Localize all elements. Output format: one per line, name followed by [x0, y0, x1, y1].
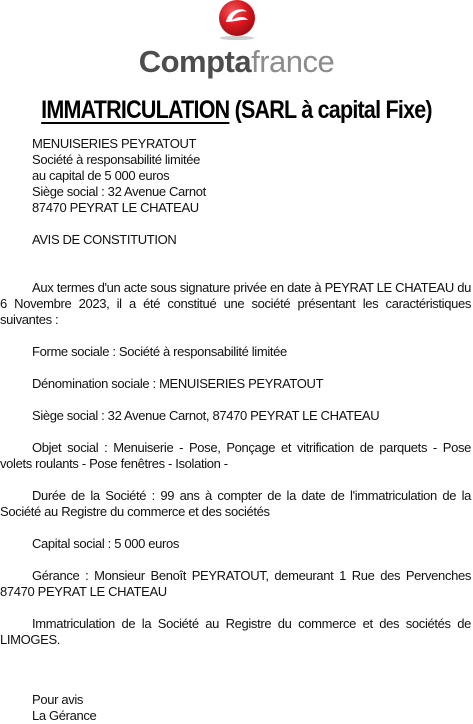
page-title-main: IMMATRICULATION [41, 96, 230, 124]
intro-paragraph: Aux termes d'un acte sous signature privée en date à PEYRAT LE CHATEAU du 6 Novembre 2023, il a été constitué une société présentant les caractéristiques suivantes : [0, 280, 471, 327]
gerance: Gérance : Monsieur Benoît PEYRATOUT, demeurant 1 Rue des Pervenches 87470 PEYRAT LE CHATEAU [0, 568, 471, 599]
denomination-sociale: Dénomination sociale : MENUISERIES PEYRATOUT [32, 376, 324, 391]
objet-social: Objet social : Menuiserie - Pose, Ponçage et vitrification de parquets - Pose volets roulants - Pose fenêtres - Isolation - [0, 440, 471, 471]
comptafrance-logo-mark-icon [212, 0, 262, 40]
announcement-body [0, 136, 473, 724]
siege-social: Siège social : 32 Avenue Carnot, 87470 PEYRAT LE CHATEAU [32, 408, 380, 423]
company-capital: au capital de 5 000 euros [32, 168, 170, 183]
company-address: Siège social : 32 Avenue Carnot [32, 184, 206, 199]
page-title-rest: (SARL à capital Fixe) [229, 96, 432, 124]
duree-societe: Durée de la Société : 99 ans à compter de la date de l'immatriculation de la Société au Registre du commerce et des sociétés [0, 488, 471, 519]
capital-social: Capital social : 5 000 euros [32, 536, 180, 551]
page-title [33, 92, 440, 128]
logo-wordmark-compta: Compta [138, 44, 252, 79]
comptafrance-logo [0, 0, 473, 80]
notice-heading: AVIS DE CONSTITUTION [32, 232, 177, 247]
company-name: MENUISERIES PEYRATOUT [32, 136, 197, 151]
closing-gerance: La Gérance [32, 708, 97, 723]
closing-pour-avis: Pour avis [32, 692, 84, 707]
company-city: 87470 PEYRAT LE CHATEAU [32, 200, 199, 215]
logo-wordmark [0, 44, 473, 80]
immatriculation: Immatriculation de la Société au Registre du commerce et des sociétés de LIMOGES. [0, 616, 471, 647]
logo-wordmark-france: france [251, 44, 335, 79]
company-type: Société à responsabilité limitée [32, 152, 201, 167]
forme-sociale: Forme sociale : Société à responsabilité limitée [32, 344, 287, 359]
